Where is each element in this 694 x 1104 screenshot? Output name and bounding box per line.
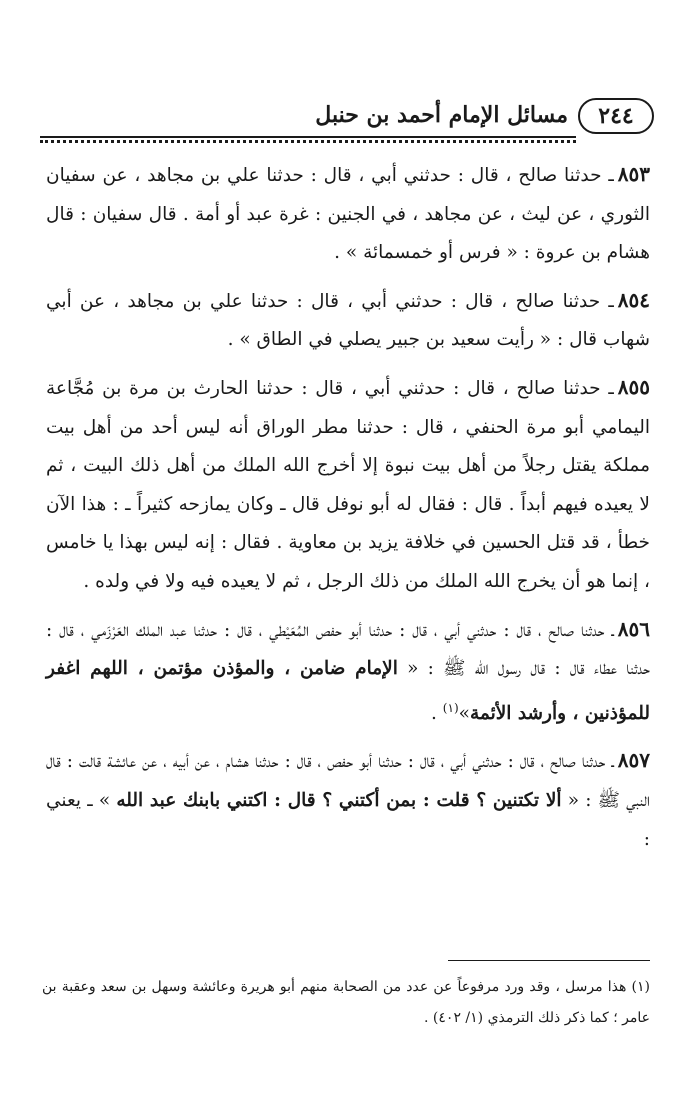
entry-text: ـ حدثنا صالح ، قال : حدثني أبي ، قال : حدثنا علي بن مجاهد ، عن سفيان الثوري ، عن ليث ، عن مجاهد ، في الجنين : غرة عبد أو أمة . قال سفيان : قال هشام بن عروة : « فرس أو خمسمائة » .: [46, 165, 650, 264]
main-text: [46, 155, 650, 867]
header-rule: [40, 136, 576, 138]
page-number: ٢٤٤: [578, 98, 654, 134]
entry-857: [46, 741, 650, 859]
quote-close: »: [458, 702, 470, 724]
hadith-text: الإمام ضامن ، والمؤذن مؤتمن ، اللهم اغفر للمؤذنين ، وأرشد الأئمة: [46, 658, 650, 724]
entry-number: ٨٥٤: [617, 287, 650, 312]
entry-text: ـ حدثنا صالح ، قال : حدثني أبي ، قال : حدثنا الحارث بن مرة بن مُجَّاعة اليمامي أبو مرة الحنفي ، قال : حدثنا مطر الوراق أنه ليس أحد من أهل بيت مملكة يقتل رجلاً من أهل بيت نبوة إلا أخرج الله الملك من أهل ذلك البيت ، ثم لا يعيده فيهم أبداً . قال : فقال له أبو نوفل قال ـ وكان يمازحه كثيراً ـ : هذا الآن خطأ ، قد قتل الحسين في خلافة يزيد بن معاوية . فقال : إنه ليس بهذا يا خامس ، إنما هو أن يخرج الله الملك من ذلك الرجل ، ثم لا يعيده فيه ولا في ولده .: [46, 377, 650, 592]
entry-number: ٨٥٦: [617, 616, 650, 641]
entry-854: [46, 281, 650, 360]
entry-number: ٨٥٥: [617, 374, 650, 399]
entry-855: [46, 368, 650, 602]
entry-number: ٨٥٣: [617, 162, 650, 186]
entry-text-tail: » ـ يعني :: [46, 790, 650, 850]
header-ornament-rule: [40, 140, 576, 143]
footnotes: [42, 972, 650, 1034]
hadith-text: ألا تكتنين ؟ قلت : بمن أكتني ؟ قال : اكتني بابنك عبد الله: [116, 790, 562, 812]
footnote-ref[interactable]: (١): [442, 700, 459, 715]
page-header: [40, 96, 654, 140]
entry-text: ـ حدثنا صالح ، قال : حدثني أبي ، قال : حدثنا أبو حفص ، قال : حدثنا هشام ، عن أبيه ، عن عائشة قالت : قال النبي ﷺ : «: [46, 751, 650, 812]
footnote-text: هذا مرسل ، وقد ورد مرفوعاً عن عدد من الصحابة منهم أبو هريرة وعائشة وسهل بن سعد وعقبة بن عامر ؛ كما ذكر ذلك الترمذي (١/ ٤٠٢) .: [42, 979, 650, 1026]
footnote-separator: [448, 960, 650, 961]
entry-856: [46, 610, 650, 734]
entry-number: ٨٥٧: [617, 748, 650, 773]
entry-text: ـ حدثنا صالح ، قال : حدثني أبي ، قال : حدثنا علي بن مجاهد ، عن أبي شهاب قال : « رأيت سعيد بن جبير يصلي في الطاق » .: [46, 290, 650, 351]
entry-end: .: [431, 702, 437, 724]
running-title: مسائل الإمام أحمد بن حنبل: [315, 102, 568, 128]
footnote-1: [42, 972, 650, 1034]
entry-text: ـ حدثنا صالح ، قال : حدثني أبي ، قال : حدثنا أبو حفص المُعَيْطي ، قال : حدثنا عبد الملك العَرْزَمي ، قال : حدثنا عطاء قال : قال رسول الله ﷺ : «: [46, 619, 651, 680]
footnote-marker: (١): [631, 979, 650, 995]
entry-853: [46, 155, 650, 273]
